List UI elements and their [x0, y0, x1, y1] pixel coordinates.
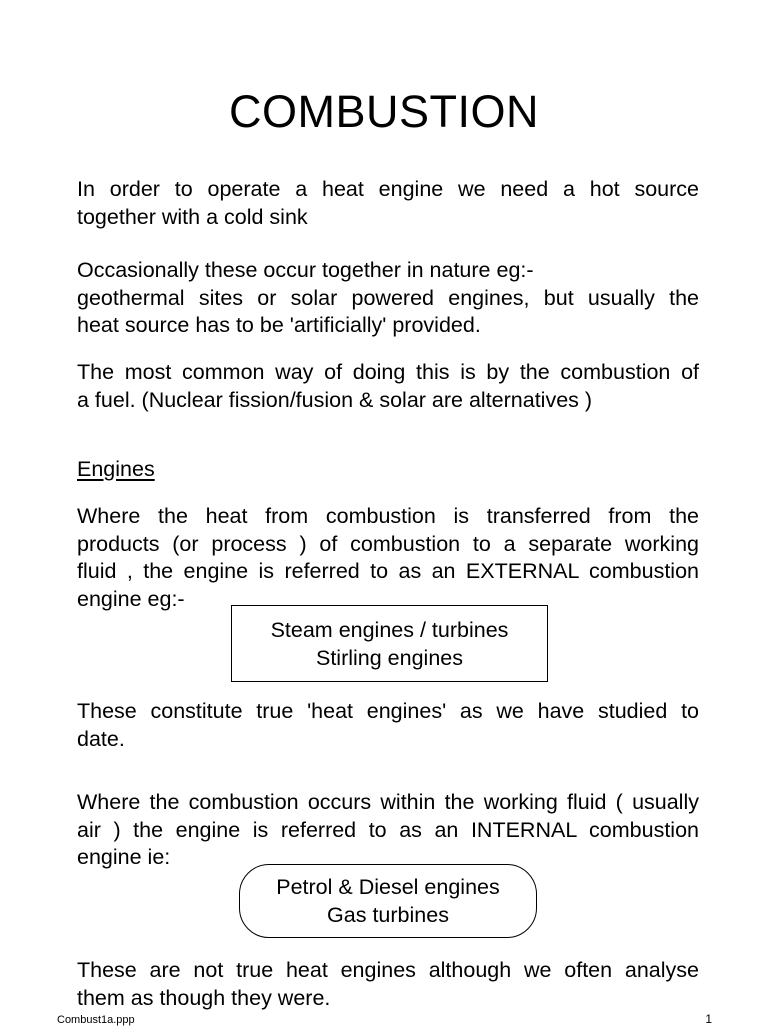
paragraph-nature	[77, 257, 699, 340]
paragraph-line: Occasionally these occur together in nature eg:-	[77, 258, 534, 282]
footer-filename: Combust1a.ppp	[57, 1014, 135, 1026]
box-line: Steam engines / turbines	[270, 617, 509, 642]
paragraph-line: them as though they were.	[77, 985, 331, 1010]
paragraph-line: a fuel. (Nuclear fission/fusion & solar are alternatives )	[77, 387, 593, 412]
paragraph-true-heat-engines	[77, 698, 699, 753]
paragraph-line: Where the combustion occurs within the working fluid ( usually	[77, 790, 699, 814]
paragraph-line: products (or process ) of combustion to a separate working	[77, 531, 699, 556]
box-line: Gas turbines	[327, 903, 449, 927]
box-line: Petrol & Diesel engines	[276, 875, 500, 899]
paragraph-internal	[77, 789, 699, 872]
paragraph-line: engine ie:	[77, 845, 171, 869]
paragraph-line: fluid , the engine is referred to as an EXTERNAL combustion	[77, 559, 699, 583]
paragraph-common-way	[77, 359, 699, 414]
page-number: 1	[705, 1012, 712, 1026]
paragraph-intro	[77, 176, 699, 231]
paragraph-line: These constitute true 'heat engines' as we have studied to	[77, 699, 699, 723]
paragraph-line: These are not true heat engines although we often analyse	[77, 958, 699, 982]
internal-engines-box	[239, 864, 537, 938]
paragraph-line: Where the heat from combustion is transferred from the	[77, 504, 699, 528]
paragraph-line: engine eg:-	[77, 586, 185, 611]
paragraph-line: heat source has to be 'artificially' provided.	[77, 313, 481, 337]
paragraph-external	[77, 503, 699, 613]
section-heading-engines: Engines	[77, 457, 155, 481]
paragraph-line: The most common way of doing this is by the combustion of	[77, 360, 699, 384]
paragraph-line: date.	[77, 726, 125, 751]
paragraph-line: air ) the engine is referred to as an INTERNAL combustion	[77, 817, 699, 842]
paragraph-line: In order to operate a heat engine we need a hot source	[77, 177, 699, 201]
page-title: COMBUSTION	[228, 86, 539, 137]
paragraph-not-true	[77, 957, 699, 1012]
paragraph-line: together with a cold sink	[77, 204, 308, 229]
external-engines-box	[231, 605, 548, 682]
paragraph-line: geothermal sites or solar powered engines, but usually the	[77, 285, 699, 310]
box-line: Stirling engines	[315, 645, 463, 670]
